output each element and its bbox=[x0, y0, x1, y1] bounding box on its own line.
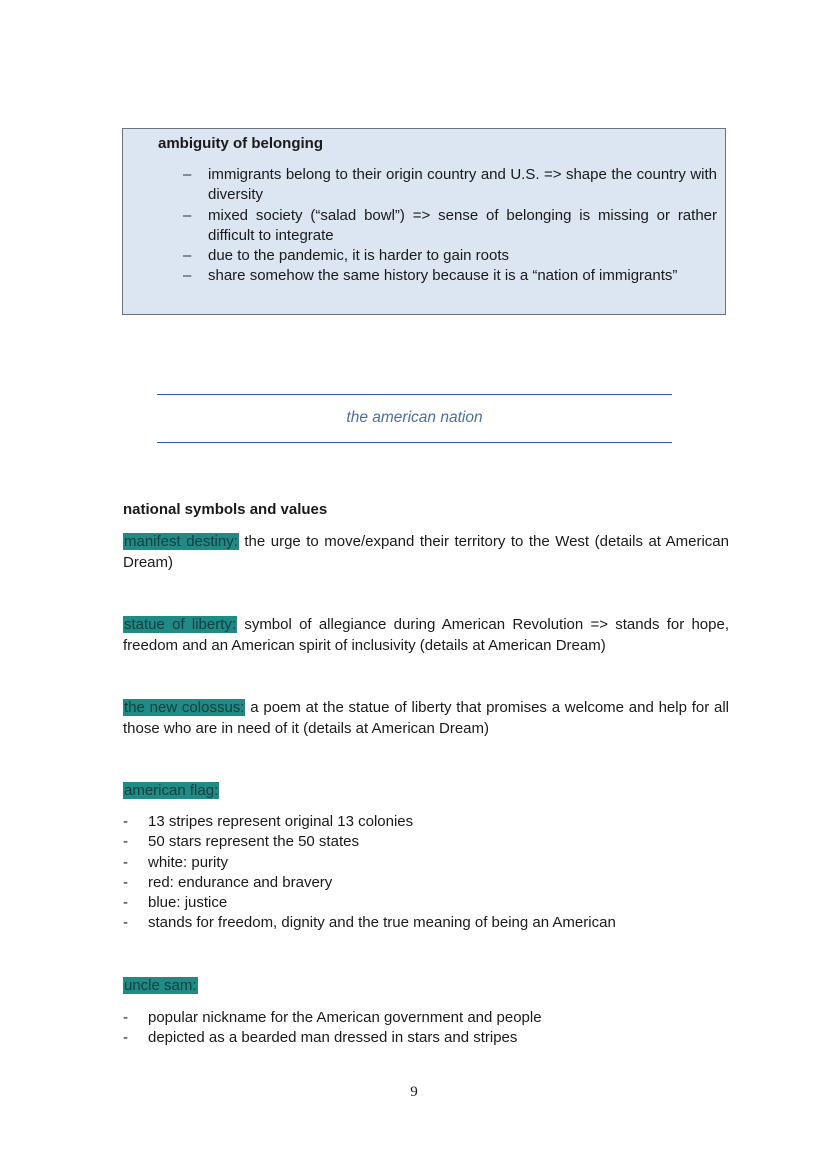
chapter-rule-top bbox=[157, 394, 672, 395]
highlighted-term: uncle sam: bbox=[124, 977, 197, 994]
bullet-dash: - bbox=[123, 813, 128, 830]
highlighted-term: manifest destiny: bbox=[124, 533, 238, 550]
bullet-dash: – bbox=[183, 166, 192, 183]
bullet-dash: – bbox=[183, 247, 192, 265]
list-item: – immigrants belong to their origin country and U.S. => shape the country with diversity bbox=[183, 166, 717, 204]
uncle-sam-label bbox=[123, 976, 198, 996]
list-item: – mixed society (“salad bowl”) => sense of belonging is missing or rather difficult to integrate bbox=[183, 206, 717, 244]
list-item: - blue: justice bbox=[123, 893, 729, 913]
bullet-dash: - bbox=[123, 833, 128, 851]
bullet-dash: - bbox=[123, 1009, 128, 1026]
bullet-dash: - bbox=[123, 1029, 128, 1047]
new-colossus-paragraph bbox=[123, 698, 729, 739]
bullet-dash: - bbox=[123, 853, 128, 871]
manifest-destiny-paragraph bbox=[123, 532, 729, 573]
bullet-dash: - bbox=[123, 914, 128, 932]
bullet-dash: - bbox=[123, 873, 128, 891]
list-item: - red: endurance and bravery bbox=[123, 873, 729, 893]
highlighted-term: american flag: bbox=[124, 782, 219, 799]
statue-of-liberty-paragraph bbox=[123, 615, 729, 656]
list-item: - 50 stars represent the 50 states bbox=[123, 832, 729, 852]
paragraph-text: the urge to move/expand their territory to the West (details at American Dream) bbox=[123, 533, 729, 571]
bullet-dash: – bbox=[183, 206, 192, 224]
list-item: – share somehow the same history because it is a “nation of immigrants” bbox=[183, 266, 717, 286]
list-item: – due to the pandemic, it is harder to gain roots bbox=[183, 246, 717, 266]
paragraph-text: a poem at the statue of liberty that promises a welcome and help for all those who are in need of it (details at American Dream) bbox=[123, 699, 729, 737]
page-number: 9 bbox=[410, 1084, 418, 1100]
list-item: - popular nickname for the American government and people bbox=[123, 1008, 729, 1028]
bullet-dash: - bbox=[123, 894, 128, 912]
box-list bbox=[183, 165, 717, 287]
summary-box bbox=[122, 128, 726, 315]
highlighted-term: the new colossus: bbox=[124, 699, 245, 716]
uncle-sam-list bbox=[123, 1008, 729, 1049]
chapter-title: the american nation bbox=[346, 409, 483, 426]
bullet-dash: – bbox=[183, 267, 192, 285]
paragraph-text: symbol of allegiance during American Revolution => stands for hope, freedom and an American spirit of inclusivity (details at American Dream) bbox=[123, 616, 729, 654]
american-flag-label bbox=[123, 781, 219, 801]
american-flag-list bbox=[123, 812, 729, 934]
highlighted-term: statue of liberty: bbox=[124, 616, 237, 633]
box-title: ambiguity of belonging bbox=[158, 135, 323, 152]
list-item: - white: purity bbox=[123, 853, 729, 873]
chapter-rule-bottom bbox=[157, 442, 672, 443]
list-item: - 13 stripes represent original 13 colonies bbox=[123, 812, 729, 832]
section-heading: national symbols and values bbox=[123, 501, 328, 518]
list-item: - depicted as a bearded man dressed in stars and stripes bbox=[123, 1028, 729, 1048]
list-item: - stands for freedom, dignity and the true meaning of being an American bbox=[123, 913, 729, 933]
